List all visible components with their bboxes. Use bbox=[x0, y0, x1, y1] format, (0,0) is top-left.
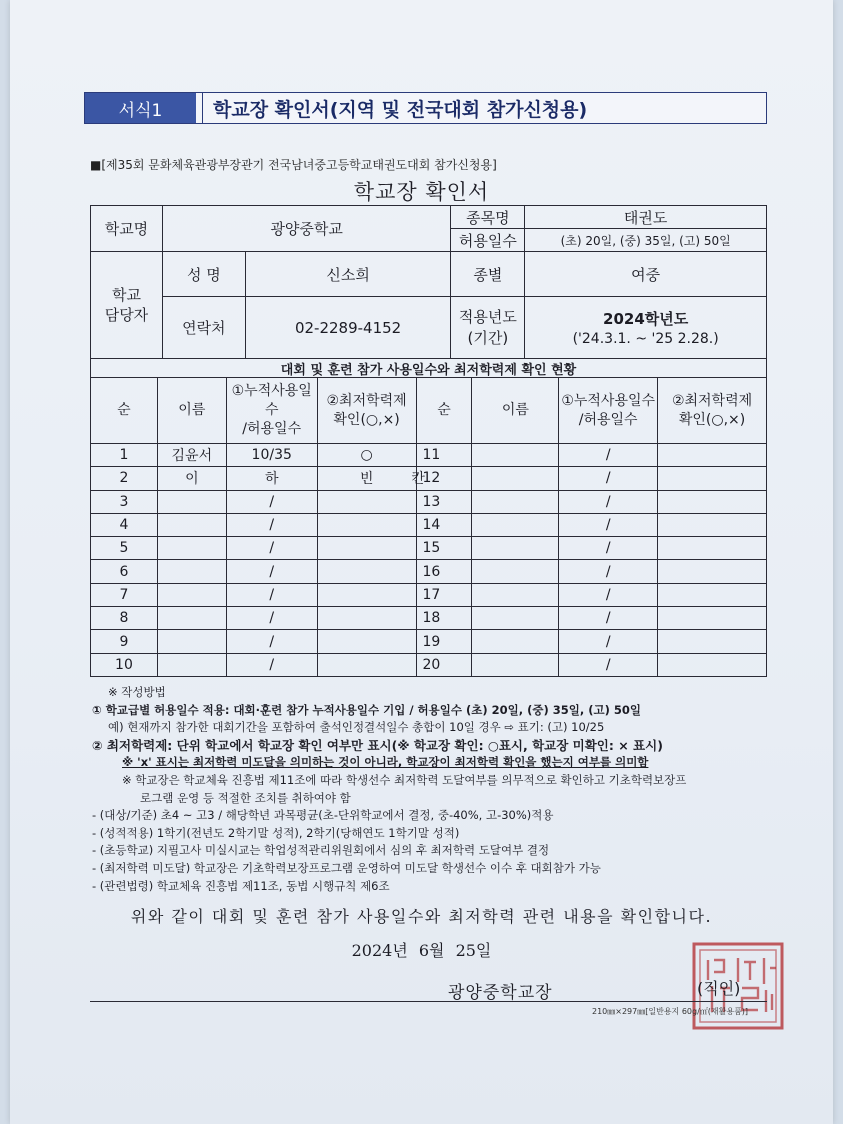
status-title: 대회 및 훈련 참가 사용일수와 최저학력제 확인 현황 bbox=[90, 359, 767, 377]
row-no: 9 bbox=[91, 630, 158, 653]
row-no: 18 bbox=[416, 607, 472, 630]
issue-date: 2024년 6월 25일 bbox=[351, 941, 492, 960]
contact-value: 02-2289-4152 bbox=[245, 297, 451, 359]
sport-label: 종목명 bbox=[451, 206, 525, 229]
row-name bbox=[472, 653, 559, 676]
row-check bbox=[317, 607, 416, 630]
col-check-right: ②최저학력제 확인(○,×) bbox=[658, 378, 767, 444]
school-value: 광양중학교 bbox=[162, 206, 451, 252]
form-number-label: 서식1 bbox=[85, 93, 196, 123]
row-extra: 칸 bbox=[411, 471, 425, 488]
row-no: 1 bbox=[91, 444, 158, 467]
row-name bbox=[472, 630, 559, 653]
document-title: 학교장 확인서 bbox=[353, 180, 490, 204]
row-days: / bbox=[559, 607, 658, 630]
row-check bbox=[317, 467, 425, 490]
row-no: 8 bbox=[91, 607, 158, 630]
col-days-right: ①누적사용일수 /허용일수 bbox=[559, 378, 658, 444]
row-days: / bbox=[226, 653, 317, 676]
row-no: 15 bbox=[416, 537, 472, 560]
note-2-b: ※ 학교장은 학교체육 진흥법 제11조에 따라 학생선수 최저학력 도달여부를 의무적으로 확인하고 기초학력보장프 bbox=[122, 772, 687, 787]
row-name bbox=[157, 630, 226, 653]
row-days: / bbox=[226, 607, 317, 630]
table-row bbox=[91, 490, 767, 513]
row-check bbox=[658, 583, 767, 606]
row-check bbox=[317, 513, 416, 536]
notes bbox=[92, 684, 782, 895]
col-no-right: 순 bbox=[416, 378, 472, 444]
row-no: 13 bbox=[416, 490, 472, 513]
row-name bbox=[472, 444, 559, 467]
row-name bbox=[472, 607, 559, 630]
row-days: / bbox=[226, 537, 317, 560]
row-check bbox=[658, 444, 767, 467]
row-no: 4 bbox=[91, 513, 158, 536]
row-days: / bbox=[559, 653, 658, 676]
row-check bbox=[658, 607, 767, 630]
table-row bbox=[91, 583, 767, 606]
row-check bbox=[317, 630, 416, 653]
year-cell bbox=[525, 297, 767, 359]
row-no: 17 bbox=[416, 583, 472, 606]
form-header bbox=[84, 92, 767, 124]
row-days: / bbox=[559, 630, 658, 653]
manager-label: 학교 담당자 bbox=[91, 252, 163, 359]
row-name bbox=[157, 607, 226, 630]
category-label: 종별 bbox=[451, 252, 525, 297]
notes-heading: ※ 작성방법 bbox=[108, 685, 166, 699]
confirm-statement: 위와 같이 대회 및 훈련 참가 사용일수와 최저학력 관련 내용을 확인합니다. bbox=[130, 907, 713, 926]
seal-label: (직인) bbox=[697, 979, 741, 998]
table-row bbox=[91, 630, 767, 653]
row-no: 14 bbox=[416, 513, 472, 536]
row-name bbox=[157, 513, 226, 536]
row-no: 11 bbox=[416, 444, 472, 467]
row-name bbox=[472, 513, 559, 536]
detail-2: - (성적적용) 1학기(전년도 2학기말 성적), 2학기(당해연도 1학기말 성적) bbox=[92, 825, 460, 840]
row-check bbox=[317, 537, 416, 560]
principal-signature: 광양중학교장 bbox=[448, 983, 553, 1003]
table-row bbox=[91, 537, 767, 560]
row-no: 20 bbox=[416, 653, 472, 676]
row-check bbox=[658, 537, 767, 560]
detail-4: - (최저학력 미도달) 학교장은 기초학력보장프로그램 운영하여 미도달 학생선수 이수 후 대회참가 가능 bbox=[92, 860, 601, 875]
name-label: 성 명 bbox=[162, 252, 245, 297]
year-label: 적용년도 (기간) bbox=[451, 297, 525, 359]
info-table bbox=[90, 205, 767, 359]
row-days: / bbox=[559, 537, 658, 560]
row-no: 10 bbox=[91, 653, 158, 676]
row-days: / bbox=[559, 467, 658, 490]
row-name bbox=[472, 560, 559, 583]
row-name bbox=[157, 583, 226, 606]
col-check-left: ②최저학력제 확인(○,×) bbox=[317, 378, 416, 444]
event-name: ■[제35회 문화체육관광부장관기 전국남녀중고등학교태권도대회 참가신청용] bbox=[90, 158, 497, 172]
row-days: / bbox=[559, 444, 658, 467]
row-check bbox=[317, 583, 416, 606]
category-value: 여중 bbox=[525, 252, 767, 297]
row-check bbox=[317, 560, 416, 583]
detail-5: - (관련법령) 학교체육 진흥법 제11조, 동법 시행규칙 제6조 bbox=[92, 878, 390, 893]
status-table bbox=[90, 377, 767, 677]
row-days: 하 bbox=[226, 467, 317, 490]
row-days: / bbox=[559, 583, 658, 606]
row-name bbox=[157, 537, 226, 560]
row-days: / bbox=[226, 513, 317, 536]
contact-label: 연락처 bbox=[162, 297, 245, 359]
table-row bbox=[91, 444, 767, 467]
col-name-right: 이름 bbox=[472, 378, 559, 444]
row-name: 김윤서 bbox=[157, 444, 226, 467]
table-row bbox=[91, 467, 767, 490]
bottom-divider bbox=[90, 1001, 767, 1002]
row-days: / bbox=[226, 560, 317, 583]
row-check: ○ bbox=[317, 444, 416, 467]
row-check bbox=[317, 653, 416, 676]
table-row bbox=[91, 513, 767, 536]
allowed-days-value: (초) 20일, (중) 35일, (고) 50일 bbox=[525, 229, 767, 252]
row-no: 19 bbox=[416, 630, 472, 653]
table-row bbox=[91, 607, 767, 630]
paper-spec: 210㎜×297㎜[일반용지 60g/㎡(재활용품)] bbox=[592, 1007, 749, 1016]
row-days: / bbox=[226, 490, 317, 513]
row-no: 7 bbox=[91, 583, 158, 606]
table-row bbox=[91, 653, 767, 676]
form-title: 학교장 확인서(지역 및 전국대회 참가신청용) bbox=[202, 93, 766, 123]
row-name: 이 bbox=[157, 467, 226, 490]
sport-value: 태권도 bbox=[525, 206, 767, 229]
school-label: 학교명 bbox=[91, 206, 163, 252]
detail-3: - (초등학교) 지필고사 미실시교는 학업성적관리위원회에서 심의 후 최저학력 도달여부 결정 bbox=[92, 843, 550, 858]
row-days: / bbox=[559, 513, 658, 536]
row-days: / bbox=[226, 630, 317, 653]
note-2: ② 최저학력제: 단위 학교에서 학교장 확인 여부만 표시(※ 학교장 확인: ○표시, 학교장 미확인: × 표시) bbox=[92, 737, 663, 753]
allowed-days-label: 허용일수 bbox=[451, 229, 525, 252]
name-value: 신소희 bbox=[245, 252, 451, 297]
row-days: / bbox=[559, 560, 658, 583]
table-row bbox=[91, 560, 767, 583]
row-name bbox=[157, 560, 226, 583]
col-no-left: 순 bbox=[91, 378, 158, 444]
row-check bbox=[317, 490, 416, 513]
col-name-left: 이름 bbox=[157, 378, 226, 444]
row-name bbox=[157, 490, 226, 513]
row-check bbox=[658, 490, 767, 513]
row-name bbox=[472, 537, 559, 560]
row-check bbox=[658, 513, 767, 536]
row-check bbox=[658, 653, 767, 676]
row-no: 12 bbox=[416, 467, 472, 490]
row-no: 6 bbox=[91, 560, 158, 583]
row-name bbox=[472, 467, 559, 490]
col-days-left: ①누적사용일수 /허용일수 bbox=[226, 378, 317, 444]
row-no: 2 bbox=[91, 467, 158, 490]
row-no: 5 bbox=[91, 537, 158, 560]
year-period: ('24.3.1. ~ '25 2.28.) bbox=[572, 331, 719, 347]
row-check bbox=[658, 630, 767, 653]
row-check bbox=[658, 467, 767, 490]
row-check-text: 빈 bbox=[359, 471, 374, 488]
row-no: 16 bbox=[416, 560, 472, 583]
row-days: / bbox=[559, 490, 658, 513]
row-name bbox=[157, 653, 226, 676]
row-check bbox=[658, 560, 767, 583]
row-name bbox=[472, 583, 559, 606]
note-2-c: 로그램 운영 등 적절한 조치를 취하여야 함 bbox=[140, 790, 351, 805]
note-1: ① 학교급별 허용일수 적용: 대회·훈련 참가 누적사용일수 기입 / 허용일수 (초) 20일, (중) 35일, (고) 50일 bbox=[92, 702, 641, 717]
status-body bbox=[91, 444, 767, 677]
row-days: / bbox=[226, 583, 317, 606]
year-value: 2024학년도 bbox=[603, 310, 689, 328]
row-no: 3 bbox=[91, 490, 158, 513]
note-2-a: ※ 'x' 표시는 최저학력 미도달을 의미하는 것이 아니라, 학교장이 최저학력 확인을 했는지 여부를 의미함 bbox=[122, 755, 649, 770]
detail-1: - (대상/기준) 초4 ~ 고3 / 해당학년 과목평균(초-단위학교에서 결정, 중-40%, 고-30%)적용 bbox=[92, 808, 554, 823]
note-1-example: 예) 현재까지 참가한 대회기간을 포함하여 출석인정결석일수 총합이 10일 경우 ⇨ 표기: (고) 10/25 bbox=[108, 720, 605, 735]
row-days: 10/35 bbox=[226, 444, 317, 467]
row-name bbox=[472, 490, 559, 513]
